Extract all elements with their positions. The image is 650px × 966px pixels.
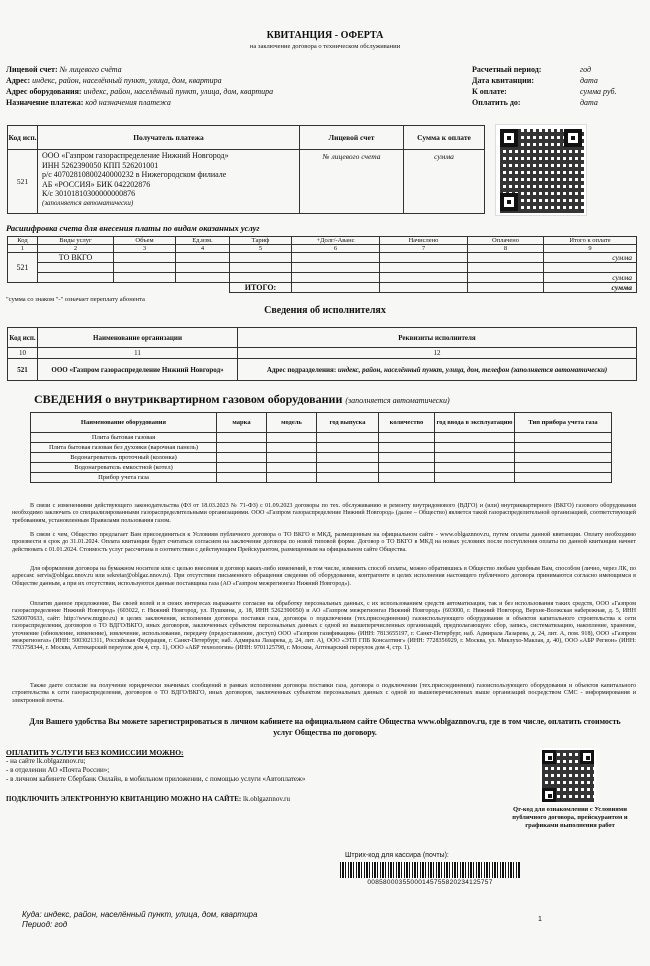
receipt-title: КВИТАНЦИЯ - ОФЕРТА xyxy=(266,30,384,41)
svc-num: 6 xyxy=(292,245,380,253)
address-value: индекс, район, населённый пункт, улица, дом, квартира xyxy=(32,76,222,85)
ereceipt-label: ПОДКЛЮЧИТЬ ЭЛЕКТРОННУЮ КВИТАНЦИЮ МОЖНО НА САЙТЕ: xyxy=(6,795,242,803)
date-label: Дата квитанции: xyxy=(472,76,534,85)
svc-num: 2 xyxy=(38,245,114,253)
payment-title: ОПЛАТИТЬ УСЛУГИ БЕЗ КОМИССИИ МОЖНО: xyxy=(6,748,184,757)
svc-col: +Долг/-Аванс xyxy=(292,237,380,245)
svc-cell xyxy=(176,253,230,263)
svc-col: Тариф xyxy=(230,237,292,245)
equip-col: год ввода в эксплуатацию xyxy=(435,413,515,433)
equip-cell xyxy=(515,473,612,483)
equip-cell xyxy=(435,443,515,453)
period-value: год xyxy=(580,65,592,74)
svc-cell xyxy=(230,253,292,263)
svc-cell xyxy=(544,263,637,273)
ereceipt-site-link[interactable]: lk.oblgaznnov.ru xyxy=(243,795,290,803)
footer-block xyxy=(22,910,257,930)
equipment-title: СВЕДЕНИЯ о внутриквартирном газовом оборудовании xyxy=(34,392,343,406)
equip-cell xyxy=(435,453,515,463)
svc-name: ТО ВКГО xyxy=(38,253,114,263)
payment-item: - в личном кабинете Сбербанк Онлайн, в мобильном приложении, с помощью услуги «Автоплатеж» xyxy=(6,775,306,783)
exec-details-value: индекс, район, населённый пункт, улица, дом, телефон (заполняется автоматически) xyxy=(337,365,608,374)
exec-details xyxy=(238,359,637,381)
equip-col: Наименование оборудования xyxy=(31,413,217,433)
footer-period-value: год xyxy=(54,920,68,929)
equip-cell xyxy=(379,473,435,483)
services-title: Расшифровка счета для внесения платы по видам оказанных услуг xyxy=(6,223,260,233)
equipment-address-value: индекс, район, населённый пункт, улица, дом, квартира xyxy=(83,87,274,96)
equip-col: марка xyxy=(217,413,267,433)
svc-cell xyxy=(468,253,544,263)
svc-cell xyxy=(468,273,544,283)
payee-line: ООО «Газпром газораспределение Нижний Новгород» xyxy=(42,151,229,160)
svc-col: Код xyxy=(8,237,38,245)
period-label: Расчетный период: xyxy=(472,65,542,74)
equip-cell xyxy=(317,443,379,453)
equip-row-name: Прибор учета газа xyxy=(31,473,217,483)
svc-cell xyxy=(380,283,468,293)
exec-details-label: Адрес подразделения: xyxy=(266,365,337,374)
payee-code: 521 xyxy=(8,150,38,214)
svc-cell xyxy=(292,263,380,273)
payment-block xyxy=(6,748,305,784)
equip-row-name: Водонагреватель проточный (колонка) xyxy=(31,453,217,463)
exec-num: 11 xyxy=(38,348,238,359)
svc-sum: сумма xyxy=(544,273,637,283)
equip-col: количество xyxy=(379,413,435,433)
legal-paragraph: Также даете согласие на получение юридически значимых сообщений в рамках исполнения договора поставки газа, договора о подключении (тех.присоединении) газоиспользующего оборудования и объектов капитального строительства к сети газораспределения, договоров о ТО ВДГО/ВКГО, иных договоров, заключенных субъектом персональных данных с одной из вышеперечисленных выше организаций посредством СМС - информирования и электронной почты. xyxy=(12,683,636,704)
equip-cell xyxy=(267,473,317,483)
exec-col-org: Наименование организации xyxy=(38,328,238,348)
legal-paragraph: В связи с изменениями действующего законодательства (ФЗ от 18.03.2023 № 71-ФЗ) с 01.09.2023 договоры по тех. обслуживанию и ремонту внутридомового (ВДГО) и (или) внутриквартирного (ВКГО) газового оборудования необходимо заключать со специализированными газораспределительными организациями. ООО «Газпром газораспределение Нижний Новгород» (далее – Общество) является такой газораспределительной организацией, соответствующей требованиям, установленным Правилами пользования газом. xyxy=(12,503,636,524)
svc-cell xyxy=(380,273,468,283)
purpose-label: Назначение платежа: xyxy=(6,98,84,107)
svc-num: 9 xyxy=(544,245,637,253)
svc-col: Итого к оплате xyxy=(544,237,637,245)
svc-col: Ед.изм. xyxy=(176,237,230,245)
equip-cell xyxy=(317,433,379,443)
payee-line: р/с 40702810800240000232 в Нижегородском филиале xyxy=(42,170,227,180)
svc-col: Объем xyxy=(114,237,176,245)
svc-num: 5 xyxy=(230,245,292,253)
svc-cell xyxy=(176,263,230,273)
equip-cell xyxy=(217,463,267,473)
legal-paragraph: Оплатив данное предложение, Вы своей волей и в своих интересах выражаете согласие на обработку персональных данных, с их использованием средств автоматизации, так и без использования таких средств, ООО «Газпром газораспределение Нижний Новгород» (603022, г. Нижний Новгород, ул. Пушкина, д. 18, ИНН 5262390050) и АО «Газпром межрегионгаз Нижний Новгород» (603000, г. Нижний Новгород, Верхне-Волжская набережная, д. 5, ИНН 5260070633, сайт: http://www.mrgno.ru) в целях заключения, исполнения договора поставки газа, договора о подключении (тех.присоединении) газоиспользующего оборудования и объектов капитального строительства к сети газораспределения, договоров о ТО ВДГО/ВКГО, иных договоров, заключенных субъектом персональных данных с одной из вышеперечисленных организаций, предполагающую: сбор, запись, систематизацию, накопление, хранение, уточнение (обновление, изменение), извлечение, использование, передачу (предоставление, доступ) ООО «Газпром газификация» (ИНН: 7813655197, г. Санкт-Петербург, наб. Адмирала Лазарева, д. 24, лит. А, пом. 918), ООО «Газпром межрегионгаз» (ИНН: 5003021311, Российская Федерация, г. Санкт-Петербург, наб. Адмирала Лазарева, д. 24, лит. А), ООО «ЭТП ГПБ Консалтинг» (ИНН: 7728356929, г. Москва, ул. Миклухо-Маклая, д. 40), ООО «АБР Регион» (ИНН: 7703758344, г. Москва, Аптекарский переулок дом 4, стр. 1), ООО «АБР технологии» (ИНН: 9701125798, г. Москва, Аптекарский переулок дом 4, стр. 1). xyxy=(12,601,636,652)
equipment-title-row xyxy=(34,392,450,407)
equip-row-name: Плита бытовая газовая xyxy=(31,433,217,443)
equip-cell xyxy=(317,473,379,483)
svc-cell xyxy=(468,283,544,293)
svc-total-label: ИТОГО: xyxy=(230,283,292,293)
services-footnote: "сумма со знаком "-" означает переплату абонента xyxy=(6,296,145,303)
svc-cell xyxy=(176,273,230,283)
equip-cell xyxy=(217,433,267,443)
equip-cell xyxy=(217,453,267,463)
account-value: № лицевого счёта xyxy=(59,65,122,74)
equip-cell xyxy=(379,463,435,473)
equip-cell xyxy=(317,463,379,473)
svc-total-value: сумма xyxy=(544,283,637,293)
equip-col: год выпуска xyxy=(317,413,379,433)
exec-num: 10 xyxy=(8,348,38,359)
footer-to-value: индекс, район, населённый пункт, улица, дом, квартира xyxy=(43,910,258,919)
purpose-value: код назначения платежа xyxy=(85,98,171,107)
legal-paragraph: Для оформления договора на бумажном носителе или с целью внесения в договор каких-либо изменений, в том числе, изменить способ оплаты, можно обратившись в Общество любым удобным Вам, способом (лично, через ЛК, по адресам: servis@oblgaz.nnov.ru или sekretar@oblgaz.nnov.ru). При отсутствии письменного обращения сведения об оборудовании, контрагенте в целях исполнения настоящего публичного договора принимаются согласно имеющимся в Обществе данным, а при их отсутствии, используются данные поставщика газа (АО «Газпром межрегионгаз Нижний Новгород»). xyxy=(12,566,636,587)
page-number: 1 xyxy=(538,916,542,923)
executors-title: Сведения об исполнителях xyxy=(264,305,386,316)
register-note: Для Вашего удобства Вы можете зарегистрироваться в личном кабинете на официальном сайте Общества www.oblgaznnov.ru, где в том числе, оплатить стоимость услуг Общества по договору. xyxy=(29,717,621,737)
svc-sum: сумма xyxy=(544,253,637,263)
equipment-title-note: (заполняется автоматически) xyxy=(345,396,450,405)
payee-line: АБ «РОССИЯ» БИК 042202876 xyxy=(42,179,151,189)
equipment-table xyxy=(30,412,612,483)
svc-cell xyxy=(292,253,380,263)
svc-num: 8 xyxy=(468,245,544,253)
svc-cell xyxy=(114,273,176,283)
barcode-digits: 00858000355000145755820234125757 xyxy=(367,879,493,886)
ereceipt-row xyxy=(6,795,290,803)
topay-label: К оплате: xyxy=(472,87,507,96)
equip-cell xyxy=(435,473,515,483)
payee-sum: сумма xyxy=(404,150,485,214)
barcode-icon xyxy=(340,862,520,878)
payee-col-account: Лицевой счет xyxy=(300,126,404,150)
payee-details xyxy=(38,150,300,214)
svc-num: 4 xyxy=(176,245,230,253)
payee-line: К/с 30101810300000000876 xyxy=(42,189,136,199)
top-qr-code-icon xyxy=(495,124,587,216)
barcode-label: Штрих-код для кассира (почты): xyxy=(345,852,449,859)
executors-table xyxy=(7,327,637,381)
svc-cell xyxy=(38,263,114,273)
equip-cell xyxy=(435,463,515,473)
equip-cell xyxy=(317,453,379,463)
equip-cell xyxy=(515,443,612,453)
equip-cell xyxy=(379,433,435,443)
exec-org: ООО «Газпром газораспределение Нижний Новгород» xyxy=(38,359,238,381)
equip-cell xyxy=(267,463,317,473)
svc-num: 1 xyxy=(8,245,38,253)
svc-col: Начислено xyxy=(380,237,468,245)
svc-cell xyxy=(114,253,176,263)
svc-cell xyxy=(230,263,292,273)
equip-cell xyxy=(267,453,317,463)
equip-cell xyxy=(267,433,317,443)
payby-value: дата xyxy=(580,98,598,107)
svc-num: 3 xyxy=(114,245,176,253)
date-value: дата xyxy=(580,76,598,85)
payby-label: Оплатить до: xyxy=(472,98,521,107)
svc-code: 521 xyxy=(8,253,38,283)
svc-col: Виды услуг xyxy=(38,237,114,245)
exec-num: 12 xyxy=(238,348,637,359)
account-block xyxy=(6,64,273,108)
equip-cell xyxy=(217,443,267,453)
receipt-subtitle: на заключение договора о техническом обслуживании xyxy=(249,43,401,50)
svc-cell xyxy=(292,273,380,283)
equip-row-name: Плита бытовая газовая без духовки (варочная панель) xyxy=(31,443,217,453)
equip-col: модель xyxy=(267,413,317,433)
payee-col-payee: Получатель платежа xyxy=(38,126,300,150)
equip-cell xyxy=(379,443,435,453)
equip-col: Тип прибора учета газа xyxy=(515,413,612,433)
payment-item: - в отделении АО «Почта России»; xyxy=(6,766,110,774)
payee-account: № лицевого счета xyxy=(300,150,404,214)
payee-note: (заполняется автоматически) xyxy=(42,198,134,207)
svc-cell xyxy=(380,253,468,263)
period-block xyxy=(472,64,617,108)
equip-cell xyxy=(515,433,612,443)
equipment-address-label: Адрес оборудования: xyxy=(6,87,82,96)
svc-cell xyxy=(114,263,176,273)
svc-cell xyxy=(230,273,292,283)
svc-blank xyxy=(8,283,230,293)
equip-cell xyxy=(515,463,612,473)
bottom-qr-code-icon xyxy=(540,748,596,804)
equip-cell xyxy=(217,473,267,483)
footer-period-label: Период: xyxy=(22,920,53,929)
payee-col-code: Код исп. xyxy=(8,126,38,150)
topay-value: сумма руб. xyxy=(580,87,617,96)
equip-row-name: Водонагреватель емкостной (котел) xyxy=(31,463,217,473)
payee-table xyxy=(7,125,485,214)
svc-cell xyxy=(38,273,114,283)
svc-cell xyxy=(292,283,380,293)
footer-to-label: Куда: xyxy=(22,910,42,919)
equip-cell xyxy=(267,443,317,453)
qr-caption: Qr-код для ознакомления с Условиями публичного договора, прейскурантом и графиками выполнения работ xyxy=(512,806,628,829)
svc-cell xyxy=(468,263,544,273)
svc-cell xyxy=(380,263,468,273)
exec-col-details: Реквизиты исполнителя xyxy=(238,328,637,348)
payment-item: - на сайте lk.oblgaznnov.ru; xyxy=(6,757,86,765)
exec-code: 521 xyxy=(8,359,38,381)
payee-col-sum: Сумма к оплате xyxy=(404,126,485,150)
legal-paragraph: В связи с чем, Общество предлагает Вам присоединиться к Условиям публичного договора о ТО ВКГО в МКД, размещенным на официальном сайте - www.oblgaznnov.ru, путем оплаты данной квитанции. Оплату необходимо произвести в срок до 31.01.2024. Оплата квитанции будет считаться согласием на заключение договора по новой типовой форме. Договор о ТО ВКГО в МКД на новых условиях после поступления оплаты по данной квитанции начнет действовать с 01.01.2024. Стоимость услуг рассчитана в соответствии с действующим Прейскурантом, размещенным на официальном сайте Общества. xyxy=(12,532,636,553)
payee-line: ИНН 5262390050 КПП 526201001 xyxy=(42,160,159,170)
equip-cell xyxy=(379,453,435,463)
services-table xyxy=(7,236,637,293)
equip-cell xyxy=(515,453,612,463)
account-label: Лицевой счет: xyxy=(6,65,58,74)
address-label: Адрес: xyxy=(6,76,31,85)
svc-num: 7 xyxy=(380,245,468,253)
exec-col-code: Код исп. xyxy=(8,328,38,348)
equip-cell xyxy=(435,433,515,443)
svc-col: Оплачено xyxy=(468,237,544,245)
